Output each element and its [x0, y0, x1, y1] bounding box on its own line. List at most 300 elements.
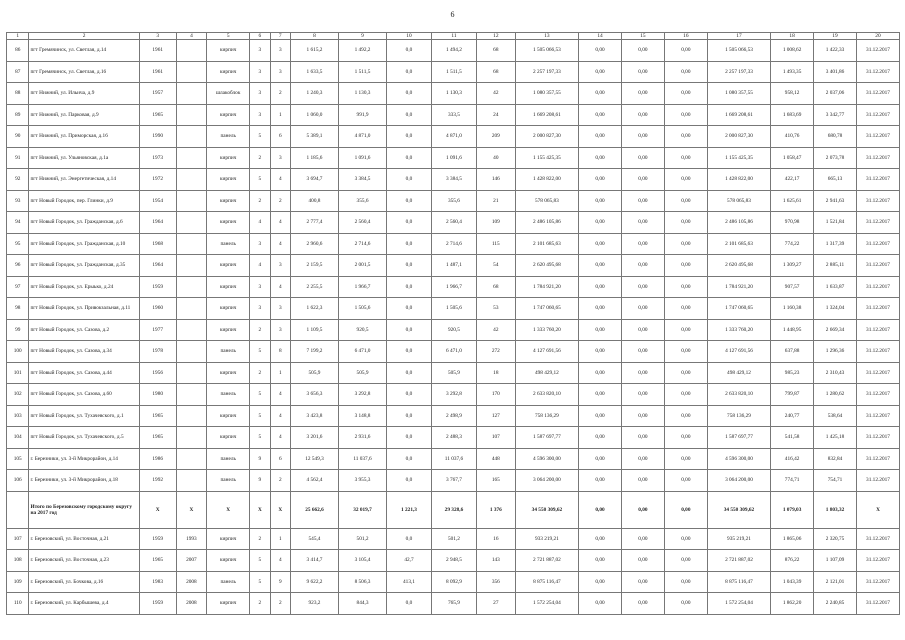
table-row [7, 298, 900, 320]
table-cell: 498 429,12 [515, 362, 578, 384]
table-cell: 29 328,6 [431, 491, 476, 528]
table-row [7, 384, 900, 406]
table-cell: панель [207, 126, 250, 148]
table-row [7, 470, 900, 492]
table-cell: 0,00 [579, 126, 622, 148]
table-cell: 0,00 [664, 405, 707, 427]
table-cell: 1 376 [476, 491, 515, 528]
column-number: 4 [176, 33, 207, 40]
column-number: 13 [515, 33, 578, 40]
table-cell: 24 [476, 104, 515, 126]
table-cell: 3 384,5 [339, 169, 387, 191]
table-cell: 68 [476, 40, 515, 62]
table-cell: 11 037,6 [339, 448, 387, 470]
table-cell: 42 [476, 319, 515, 341]
table-cell: 90 [7, 126, 29, 148]
table-cell: кирпич [207, 255, 250, 277]
table-cell: 2 037,06 [814, 83, 857, 105]
table-cell: 21 [476, 190, 515, 212]
table-cell: 2 777,4 [290, 212, 338, 234]
table-cell: панель [207, 571, 250, 593]
table-cell: 96 [7, 255, 29, 277]
table-cell: пгт Новый Городок, ул. Гражданская, д.6 [29, 212, 139, 234]
table-cell: 1961 [139, 40, 176, 62]
table-cell: 0,00 [579, 341, 622, 363]
table-cell: 2 001,5 [339, 255, 387, 277]
table-cell: 3 [250, 104, 270, 126]
table-cell: г. Березовский, ул. Бочкова, д.16 [29, 571, 139, 593]
table-cell: 2 486 105,86 [707, 212, 770, 234]
housing-register-table [6, 32, 900, 615]
table-cell: 1 492,2 [339, 40, 387, 62]
table-cell: пгт Новый Городок, ул. Сазова, д.2 [29, 319, 139, 341]
table-cell: 0,00 [621, 212, 664, 234]
table-cell: 1 683,69 [771, 104, 814, 126]
table-row [7, 40, 900, 62]
table-cell: 501,2 [339, 528, 387, 550]
table-cell: 31.12.2017 [856, 104, 899, 126]
table-cell: 1 505 066,53 [707, 40, 770, 62]
table-cell: 1978 [139, 341, 176, 363]
table-cell: 1 422,33 [814, 40, 857, 62]
table-cell [176, 341, 207, 363]
table-cell: пгт Гремячинск, ул. Светлая, д.14 [29, 40, 139, 62]
table-cell: 0,00 [579, 491, 622, 528]
table-cell: 985,23 [771, 362, 814, 384]
table-cell: 0,00 [664, 470, 707, 492]
table-cell: 2008 [176, 571, 207, 593]
column-number: 20 [856, 33, 899, 40]
table-cell: 0,00 [664, 448, 707, 470]
table-cell [176, 147, 207, 169]
table-cell: 1 333 760,20 [515, 319, 578, 341]
table-cell: 448 [476, 448, 515, 470]
table-cell: 4 [270, 427, 290, 449]
table-cell: 0,00 [579, 405, 622, 427]
table-cell: 31.12.2017 [856, 83, 899, 105]
table-cell: 93 [7, 190, 29, 212]
table-cell: 1 079,03 [771, 491, 814, 528]
table-cell: 0,00 [579, 593, 622, 615]
table-cell: 272 [476, 341, 515, 363]
table-cell: 3 [270, 298, 290, 320]
table-cell: 1 572 254,04 [707, 593, 770, 615]
table-cell: 1965 [139, 427, 176, 449]
column-number: 6 [250, 33, 270, 40]
table-cell [176, 212, 207, 234]
table-cell: 0,00 [621, 341, 664, 363]
table-cell: 31.12.2017 [856, 571, 899, 593]
table-cell: 3 [270, 147, 290, 169]
table-cell: 5 [250, 427, 270, 449]
table-cell: 0,00 [621, 298, 664, 320]
table-cell: 2 620 495,68 [707, 255, 770, 277]
table-cell: 2 [250, 593, 270, 615]
table-cell: 933 219,21 [515, 528, 578, 550]
table-cell: 935 219,21 [707, 528, 770, 550]
table-cell: 2 498,9 [431, 405, 476, 427]
table-cell: пгт Новый Городок, ул. Гражданская, д.10 [29, 233, 139, 255]
table-cell: панель [207, 233, 250, 255]
table-cell: 8 506,3 [339, 571, 387, 593]
table-cell: 0,00 [579, 190, 622, 212]
table-cell: г. Березники, ул. 3-й Микрорайон, д.14 [29, 448, 139, 470]
table-body [7, 33, 900, 615]
table-cell: 3 [270, 255, 290, 277]
table-cell: 0,00 [621, 448, 664, 470]
table-cell: 2007 [176, 550, 207, 572]
table-cell: 31.12.2017 [856, 233, 899, 255]
table-cell: 3 [250, 276, 270, 298]
table-cell: 31.12.2017 [856, 341, 899, 363]
table-cell: 31.12.2017 [856, 427, 899, 449]
table-cell: 88 [7, 83, 29, 105]
table-cell: 31.12.2017 [856, 298, 899, 320]
table-cell: 991,9 [339, 104, 387, 126]
table-cell: 3 342,77 [814, 104, 857, 126]
table-cell: 3 [250, 83, 270, 105]
table-cell: 1 494,2 [431, 40, 476, 62]
table-cell: 0,00 [621, 104, 664, 126]
table-cell: 422,17 [771, 169, 814, 191]
table-cell: 1965 [139, 405, 176, 427]
table-cell: 0,00 [664, 233, 707, 255]
table-cell: 0,00 [579, 427, 622, 449]
column-number: 12 [476, 33, 515, 40]
table-cell: 53 [476, 298, 515, 320]
table-cell: 4 127 691,56 [515, 341, 578, 363]
table-cell: 31.12.2017 [856, 405, 899, 427]
table-cell: 31.12.2017 [856, 470, 899, 492]
table-cell: 5 [250, 341, 270, 363]
table-cell: 0,00 [579, 319, 622, 341]
table-cell: 109 [476, 212, 515, 234]
table-cell: 799,87 [771, 384, 814, 406]
table-cell: 91 [7, 147, 29, 169]
table-cell: 1 043,39 [771, 571, 814, 593]
table-cell: 3 694,7 [290, 169, 338, 191]
table-cell: 103 [7, 405, 29, 427]
table-cell: 1 487,1 [431, 255, 476, 277]
table-cell: 0,00 [664, 491, 707, 528]
table-cell: 578 065,83 [515, 190, 578, 212]
table-cell [176, 470, 207, 492]
table-cell: 1 091,6 [431, 147, 476, 169]
table-cell: 4 [270, 276, 290, 298]
table-cell: пгт Нижний, ул. Ильича, д.9 [29, 83, 139, 105]
table-cell: 9 [270, 571, 290, 593]
table-cell: 1 [270, 528, 290, 550]
table-cell: 1 511,5 [339, 61, 387, 83]
table-cell: 1 080 357,55 [515, 83, 578, 105]
table-cell: 4 562,4 [290, 470, 338, 492]
table-cell: 115 [476, 233, 515, 255]
table-cell: 42 [476, 83, 515, 105]
table-cell: 0,0 [387, 298, 432, 320]
table-cell [176, 427, 207, 449]
table-cell: 0,00 [664, 362, 707, 384]
table-cell: 5 389,1 [290, 126, 338, 148]
table-cell: 1 865,06 [771, 528, 814, 550]
table-cell: кирпич [207, 104, 250, 126]
table-cell: пгт Нижний, ул. Энергетическая, д.14 [29, 169, 139, 191]
table-cell: 2 721 887,02 [515, 550, 578, 572]
table-cell: 4 [250, 212, 270, 234]
table-cell: 0,0 [387, 212, 432, 234]
column-number: 2 [29, 33, 139, 40]
column-number: 10 [387, 33, 432, 40]
table-cell: 1 240,3 [290, 83, 338, 105]
table-cell: 0,00 [621, 550, 664, 572]
table-row [7, 528, 900, 550]
table-cell: 0,00 [621, 233, 664, 255]
table-cell: 0,00 [579, 104, 622, 126]
table-cell: 104 [7, 427, 29, 449]
table-cell: 1972 [139, 169, 176, 191]
table-cell: 9 [250, 470, 270, 492]
table-cell: 5 [250, 384, 270, 406]
table-cell: 0,0 [387, 593, 432, 615]
table-cell: 1 324,04 [814, 298, 857, 320]
table-cell: панель [207, 384, 250, 406]
table-cell: 92 [7, 169, 29, 191]
table-cell: 2 [270, 593, 290, 615]
table-cell: 505,9 [290, 362, 338, 384]
table-cell: 0,00 [621, 470, 664, 492]
table-cell: 1 784 921,20 [707, 276, 770, 298]
table-cell: пгт Новый Городок, ул. Сазова, д.44 [29, 362, 139, 384]
table-cell: 3 656,3 [290, 384, 338, 406]
table-cell: 5 [250, 126, 270, 148]
table-cell: 4 596 300,00 [707, 448, 770, 470]
table-cell: 100 [7, 341, 29, 363]
table-cell: кирпич [207, 169, 250, 191]
table-cell: 4 [270, 233, 290, 255]
table-cell: 541,58 [771, 427, 814, 449]
table-cell: 1 625,61 [771, 190, 814, 212]
column-number: 8 [290, 33, 338, 40]
table-cell: 1 615,2 [290, 40, 338, 62]
table-cell: 0,00 [664, 126, 707, 148]
table-cell: 8 [270, 341, 290, 363]
table-cell: 0,00 [621, 126, 664, 148]
table-cell [176, 405, 207, 427]
table-cell: 1 280,62 [814, 384, 857, 406]
table-cell: 0,00 [621, 169, 664, 191]
table-cell: 0,00 [621, 384, 664, 406]
column-number: 18 [771, 33, 814, 40]
table-cell: 1 333 760,20 [707, 319, 770, 341]
table-cell: 0,00 [621, 40, 664, 62]
column-number: 7 [270, 33, 290, 40]
table-cell: 31.12.2017 [856, 528, 899, 550]
table-cell: кирпич [207, 427, 250, 449]
table-cell: пгт Новый Городок, ул. Привокзальная, д.11 [29, 298, 139, 320]
table-cell: кирпич [207, 550, 250, 572]
table-cell: 0,00 [579, 571, 622, 593]
table-cell: 2 948,5 [431, 550, 476, 572]
table-cell: 416,42 [771, 448, 814, 470]
table-cell: 127 [476, 405, 515, 427]
table-cell: Итого по Березовскому городскому округу на 2017 год [29, 491, 139, 528]
column-number: 3 [139, 33, 176, 40]
table-cell: 2 257 197,33 [707, 61, 770, 83]
table-cell: 0,00 [664, 276, 707, 298]
table-cell: 110 [7, 593, 29, 615]
table-cell: 94 [7, 212, 29, 234]
table-cell: шлакоблок [207, 83, 250, 105]
table-cell: 2 669,34 [814, 319, 857, 341]
table-cell: 1 622,3 [290, 298, 338, 320]
table-cell: 3 [270, 319, 290, 341]
column-number: 1 [7, 33, 29, 40]
table-cell: 4 [270, 169, 290, 191]
table-cell: 0,00 [621, 405, 664, 427]
table-cell [7, 491, 29, 528]
table-cell: 1 511,5 [431, 61, 476, 83]
table-cell: 1 505,6 [339, 298, 387, 320]
table-cell: 1 803,32 [814, 491, 857, 528]
table-cell: 68 [476, 276, 515, 298]
table-cell: 0,0 [387, 61, 432, 83]
table-cell: 6 [270, 448, 290, 470]
table-cell: 0,00 [621, 362, 664, 384]
table-cell: 0,00 [579, 528, 622, 550]
table-cell: 0,00 [664, 190, 707, 212]
table-cell: 2 633 820,10 [515, 384, 578, 406]
table-cell: 0,00 [579, 147, 622, 169]
table-cell: 1 633,87 [814, 276, 857, 298]
table-cell: 1 587 697,77 [515, 427, 578, 449]
table-cell [176, 298, 207, 320]
table-cell: 2 941,63 [814, 190, 857, 212]
table-cell: 1 862,20 [771, 593, 814, 615]
table-cell: 1 008,62 [771, 40, 814, 62]
table-cell: 356 [476, 571, 515, 593]
table-cell: X [270, 491, 290, 528]
table-cell: 1 080 357,55 [707, 83, 770, 105]
table-row [7, 147, 900, 169]
table-cell: 4 [270, 384, 290, 406]
table-cell: 2 257 197,33 [515, 61, 578, 83]
table-cell: 0,0 [387, 448, 432, 470]
table-cell: 3 384,5 [431, 169, 476, 191]
column-number-row [7, 33, 900, 40]
table-cell: 501,2 [431, 528, 476, 550]
table-cell: 1 185,6 [290, 147, 338, 169]
table-cell: 107 [7, 528, 29, 550]
table-cell: 545,4 [290, 528, 338, 550]
column-number: 16 [664, 33, 707, 40]
table-cell: 1957 [139, 83, 176, 105]
table-cell: 4 127 691,56 [707, 341, 770, 363]
table-cell: пгт Новый Городок, ул. Ерыько, д.24 [29, 276, 139, 298]
table-cell: 105 [7, 448, 29, 470]
table-cell: кирпич [207, 593, 250, 615]
table-row [7, 427, 900, 449]
column-number: 17 [707, 33, 770, 40]
table-cell: 0,0 [387, 427, 432, 449]
table-cell [176, 104, 207, 126]
table-cell: 4 [270, 212, 290, 234]
table-cell: 95 [7, 233, 29, 255]
table-cell: 31.12.2017 [856, 190, 899, 212]
table-cell: 3 064 200,00 [515, 470, 578, 492]
table-row [7, 61, 900, 83]
table-cell: 1 505,6 [431, 298, 476, 320]
table-cell: 2 488,3 [431, 427, 476, 449]
table-cell: 1 [270, 362, 290, 384]
table-cell: пгт Новый Городок, пер. Глинки, д.9 [29, 190, 139, 212]
table-row [7, 448, 900, 470]
table-cell: кирпич [207, 276, 250, 298]
table-cell: 31.12.2017 [856, 319, 899, 341]
table-cell: 1 221,3 [387, 491, 432, 528]
table-cell: 8 092,9 [431, 571, 476, 593]
table-cell: 0,0 [387, 319, 432, 341]
table-row [7, 362, 900, 384]
table-cell: 0,0 [387, 255, 432, 277]
table-cell: 0,00 [579, 298, 622, 320]
table-cell: кирпич [207, 147, 250, 169]
table-cell: 2 714,6 [431, 233, 476, 255]
table-cell: 31.12.2017 [856, 550, 899, 572]
table-cell: 4 871,0 [339, 126, 387, 148]
table-cell: 0,00 [664, 255, 707, 277]
table-cell: 0,00 [579, 83, 622, 105]
table-cell: 170 [476, 384, 515, 406]
table-cell: 1 091,6 [339, 147, 387, 169]
table-cell: 2 714,6 [339, 233, 387, 255]
table-cell: 27 [476, 593, 515, 615]
table-cell: 6 471,0 [431, 341, 476, 363]
table-cell: 2 560,4 [431, 212, 476, 234]
table-cell: 1 425,18 [814, 427, 857, 449]
page-number: 6 [450, 10, 455, 19]
table-cell: 3 [270, 40, 290, 62]
table-cell: 765,9 [431, 593, 476, 615]
table-cell: кирпич [207, 319, 250, 341]
table-cell: 0,00 [579, 448, 622, 470]
table-cell: 2 310,43 [814, 362, 857, 384]
table-cell: 2 000 827,30 [707, 126, 770, 148]
table-cell: 4 871,0 [431, 126, 476, 148]
table-cell: 2 [270, 190, 290, 212]
table-cell: 1 296,36 [814, 341, 857, 363]
table-cell: 1 572 254,04 [515, 593, 578, 615]
table-cell: 0,00 [664, 427, 707, 449]
table-cell: 1 107,09 [814, 550, 857, 572]
table-cell: X [207, 491, 250, 528]
table-cell: 2 486 105,86 [515, 212, 578, 234]
table-cell: 3 292,8 [339, 384, 387, 406]
table-cell: 3 064 200,00 [707, 470, 770, 492]
table-cell: 0,00 [579, 255, 622, 277]
table-cell: 1 060,0 [290, 104, 338, 126]
table-cell [176, 169, 207, 191]
table-cell: 0,00 [621, 147, 664, 169]
table-cell: 1959 [139, 276, 176, 298]
table-cell: 665,13 [814, 169, 857, 191]
table-cell: 1964 [139, 212, 176, 234]
table-cell: 2 [250, 362, 270, 384]
table-cell: 0,00 [621, 528, 664, 550]
table-cell: 86 [7, 40, 29, 62]
table-cell: 2 620 495,68 [515, 255, 578, 277]
table-cell: 0,00 [664, 212, 707, 234]
table-cell: 0,0 [387, 126, 432, 148]
table-row [7, 593, 900, 615]
